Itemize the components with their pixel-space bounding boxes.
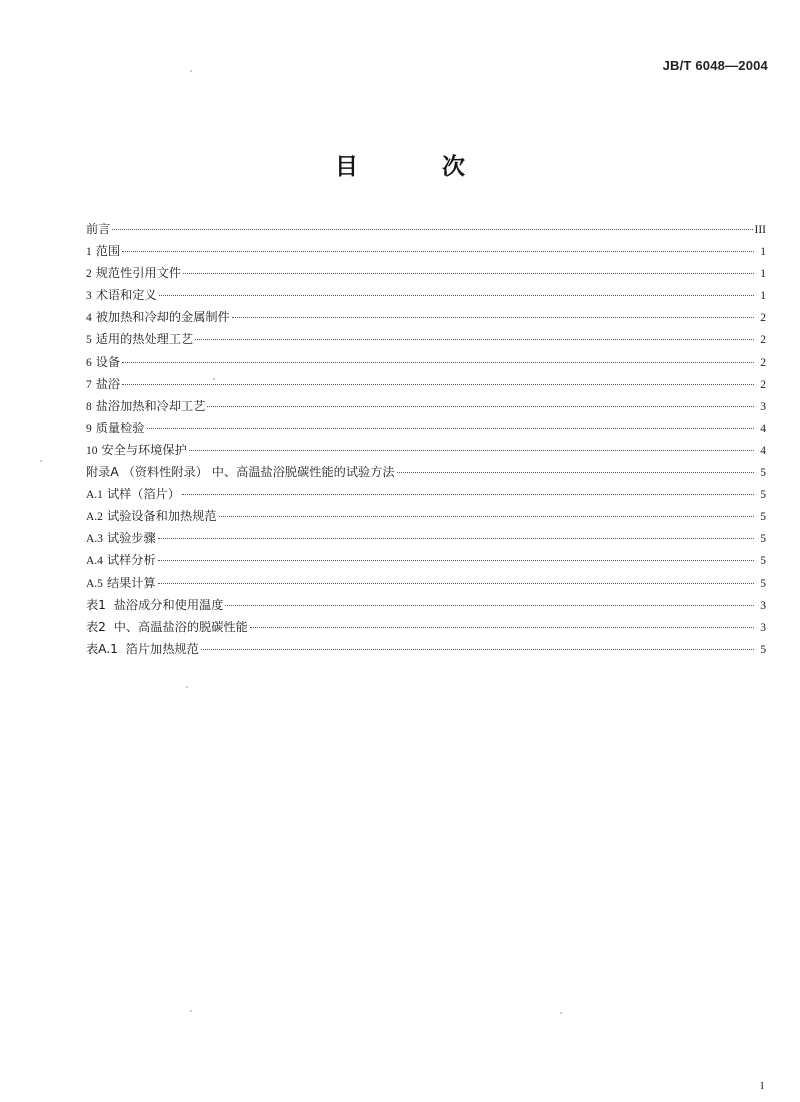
toc-entry-number: 4	[86, 312, 92, 325]
toc-entry-page: 3	[760, 621, 766, 634]
toc-entry-page: 2	[760, 356, 766, 369]
toc-entry-page: 5	[760, 533, 766, 546]
scan-speck	[213, 378, 215, 380]
toc-dot-leader	[207, 406, 754, 407]
toc-entry-label: 盐浴加热和冷却工艺	[95, 398, 206, 413]
toc-entry[interactable]	[86, 417, 766, 439]
toc-entry[interactable]	[86, 549, 766, 571]
standard-number: JB/T 6048—2004	[662, 58, 768, 73]
toc-entry-label: 盐浴	[95, 376, 121, 391]
toc-entry-label: 附录A （资料性附录） 中、高温盐浴脱碳性能的试验方法	[86, 465, 395, 480]
scan-speck	[190, 70, 192, 72]
toc-entry[interactable]	[86, 616, 766, 638]
toc-entry-number: 9	[86, 422, 92, 435]
toc-entry[interactable]	[86, 328, 766, 350]
toc-entry-page: 3	[760, 599, 766, 612]
toc-entry[interactable]	[86, 594, 766, 616]
toc-entry-page: 5	[760, 467, 766, 480]
toc-entry[interactable]	[86, 572, 766, 594]
toc-entry-label: 设备	[95, 354, 121, 369]
toc-entry-label: 被加热和冷却的金属制件	[95, 310, 230, 325]
toc-dot-leader	[219, 516, 754, 517]
toc-entry-number: A.4	[86, 555, 103, 568]
toc-dot-leader	[158, 538, 754, 539]
toc-dot-leader	[225, 605, 754, 606]
toc-entry[interactable]	[86, 439, 766, 461]
toc-entry-page: 2	[760, 378, 766, 391]
toc-dot-leader	[195, 339, 754, 340]
toc-entry[interactable]	[86, 351, 766, 373]
toc-entry[interactable]	[86, 218, 766, 240]
toc-entry-page: 1	[760, 268, 766, 281]
scan-speck	[40, 460, 42, 462]
toc-entry[interactable]	[86, 461, 766, 483]
toc-entry-number: 2	[86, 268, 92, 281]
toc-entry[interactable]	[86, 527, 766, 549]
table-of-contents	[86, 218, 766, 660]
toc-entry-label: 规范性引用文件	[95, 266, 182, 281]
toc-entry[interactable]	[86, 638, 766, 660]
toc-dot-leader	[182, 494, 754, 495]
toc-entry-label: 试验步骤	[106, 531, 156, 546]
toc-entry[interactable]	[86, 284, 766, 306]
toc-entry-page: 5	[760, 489, 766, 502]
toc-entry-label: 表2 中、高温盐浴的脱碳性能	[86, 619, 248, 634]
toc-entry-label: 试样分析	[106, 553, 156, 568]
toc-entry-number: 3	[86, 290, 92, 303]
toc-entry[interactable]	[86, 306, 766, 328]
toc-entry-number: A.2	[86, 511, 103, 524]
toc-entry-label: 适用的热处理工艺	[95, 332, 194, 347]
toc-entry-number: A.1	[86, 489, 103, 502]
toc-dot-leader	[158, 560, 754, 561]
toc-dot-leader	[250, 627, 754, 628]
toc-entry[interactable]	[86, 505, 766, 527]
toc-entry-number: 5	[86, 334, 92, 347]
toc-entry[interactable]	[86, 373, 766, 395]
toc-entry-page: 5	[760, 643, 766, 656]
toc-entry-label: 试样（箔片）	[106, 487, 181, 502]
toc-entry-label: 安全与环境保护	[101, 442, 187, 457]
toc-entry-number: 10	[86, 444, 98, 457]
toc-entry-page: 5	[760, 555, 766, 568]
scan-speck	[186, 686, 188, 688]
toc-entry-label: 术语和定义	[95, 288, 157, 303]
toc-entry-number: 8	[86, 400, 92, 413]
page-title: 目 次	[334, 154, 503, 180]
toc-entry-number: 6	[86, 356, 92, 369]
toc-entry-page: 4	[760, 444, 766, 457]
toc-entry[interactable]	[86, 483, 766, 505]
toc-entry-label: 表A.1 箔片加热规范	[86, 641, 199, 656]
page-number: I	[760, 1080, 764, 1092]
toc-dot-leader	[397, 472, 754, 473]
toc-dot-leader	[189, 450, 754, 451]
toc-entry-page: III	[754, 224, 766, 236]
toc-dot-leader	[122, 362, 754, 363]
toc-entry-label: 表1 盐浴成分和使用温度	[86, 597, 224, 612]
toc-dot-leader	[122, 251, 754, 252]
toc-entry-page: 1	[760, 246, 766, 259]
toc-entry-page: 4	[760, 422, 766, 435]
toc-entry-number: A.3	[86, 533, 103, 546]
toc-entry[interactable]	[86, 395, 766, 417]
toc-dot-leader	[112, 229, 752, 230]
toc-entry-number: 7	[86, 378, 92, 391]
toc-entry-page: 5	[760, 511, 766, 524]
toc-entry-page: 1	[760, 290, 766, 303]
toc-entry-number: 1	[86, 246, 92, 259]
toc-entry[interactable]	[86, 262, 766, 284]
toc-entry-page: 2	[760, 312, 766, 325]
toc-dot-leader	[147, 428, 755, 429]
toc-entry-label: 试验设备和加热规范	[106, 509, 217, 524]
toc-entry[interactable]	[86, 240, 766, 262]
toc-dot-leader	[201, 649, 754, 650]
scan-speck	[560, 1012, 562, 1014]
toc-dot-leader	[232, 317, 754, 318]
scan-speck	[190, 1010, 192, 1012]
toc-entry-page: 5	[760, 577, 766, 590]
toc-dot-leader	[159, 295, 754, 296]
toc-entry-label: 范围	[95, 244, 121, 259]
toc-entry-label: 前言	[86, 222, 111, 236]
toc-dot-leader	[183, 273, 754, 274]
toc-entry-number: A.5	[86, 577, 103, 590]
toc-entry-page: 2	[760, 334, 766, 347]
toc-dot-leader	[122, 384, 754, 385]
toc-entry-label: 质量检验	[95, 420, 145, 435]
toc-dot-leader	[158, 583, 754, 584]
toc-entry-page: 3	[760, 400, 766, 413]
toc-entry-label: 结果计算	[106, 575, 156, 590]
